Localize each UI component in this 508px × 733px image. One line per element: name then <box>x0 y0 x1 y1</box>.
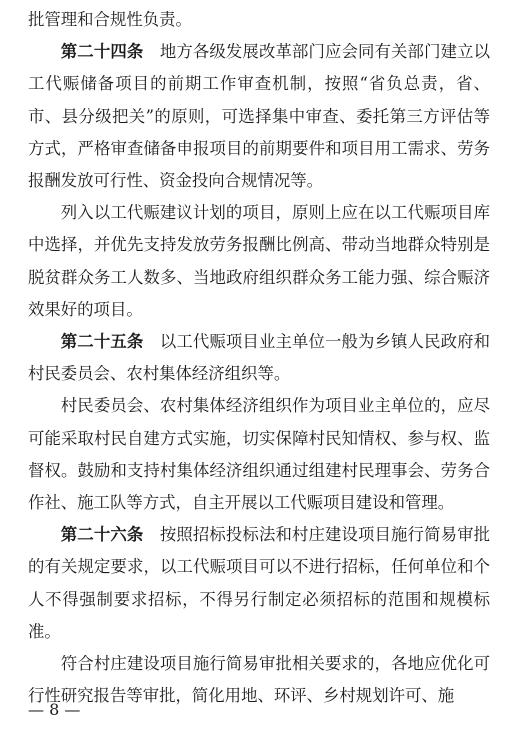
article-number: 第二十四条 <box>60 42 144 62</box>
paragraph-article-24 <box>28 36 490 197</box>
paragraph-text: 地方各级发展改革部门应会同有关部门建立以工代赈储备项目的前期工作审查机制，按照“省负总责，省、市、县分级把关”的原则，可选择集中审查、委托第三方评估等方式，严格审查储备申报项目的前期要件和项目用工需求、劳务报酬发放可行性、资金投向合规情况等。 <box>28 42 490 191</box>
article-number: 第二十六条 <box>60 525 144 545</box>
paragraph-text: 村民委员会、农村集体经济组织作为项目业主单位的，应尽可能采取村民自建方式实施，切实保障村民知情权、参与权、监督权。鼓励和支持村集体经济组织通过组建村民理事会、劳务合作社、施工队等方式，自主开展以工代赈项目建设和管理。 <box>28 396 490 513</box>
paragraph-text: 按照招标投标法和村庄建设项目施行简易审批的有关规定要求，以工代赈项目可以不进行招标，任何单位和个人不得强制要求招标，不得另行制定必须招标的范围和规模标准。 <box>28 525 490 641</box>
paragraph-article-25 <box>28 326 490 390</box>
paragraph-simplified-approval <box>28 648 490 712</box>
article-number: 第二十五条 <box>60 332 144 352</box>
paragraph-text: 符合村庄建设项目施行简易审批相关要求的，各地应优化可行性研究报告等审批，简化用地、环评、乡村规划许可、施 <box>28 654 490 706</box>
paragraph-continued <box>28 4 490 36</box>
paragraph-text: 批管理和合规性负责。 <box>28 10 192 29</box>
paragraph-plan-selection <box>28 197 490 326</box>
paragraph-text: 以工代赈项目业主单位一般为乡镇人民政府和村民委员会、农村集体经济组织等。 <box>28 332 490 384</box>
paragraph-text: 列入以工代赈建议计划的项目，原则上应在以工代赈项目库中选择，并优先支持发放劳务报酬比例高、带动当地群众特别是脱贫群众务工人数多、当地政府组织群众务工能力强、综合赈济效果好的项目。 <box>28 203 490 319</box>
page-number: — 8 — <box>28 700 81 719</box>
document-page <box>28 4 490 712</box>
paragraph-village-committee <box>28 390 490 519</box>
paragraph-article-26 <box>28 519 490 648</box>
